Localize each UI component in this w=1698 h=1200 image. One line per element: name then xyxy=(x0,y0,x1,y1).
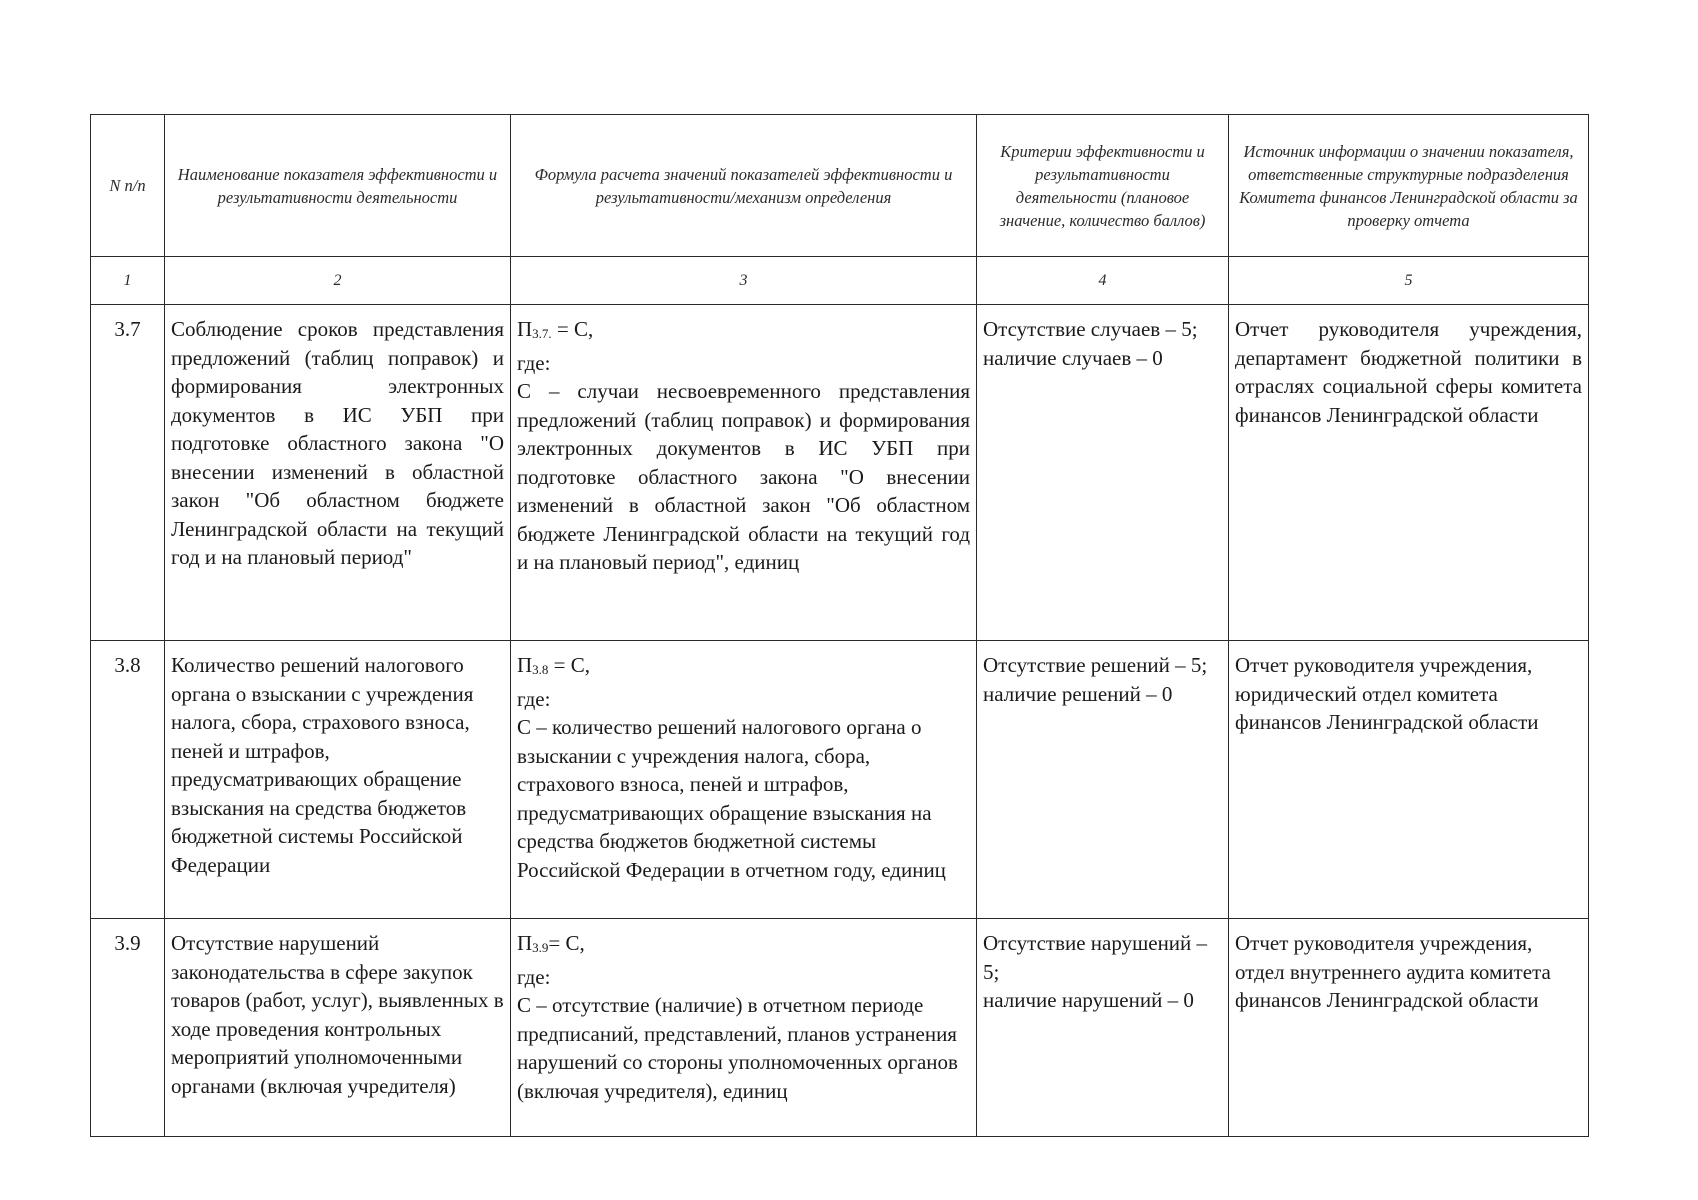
formula-index: 3.7. xyxy=(532,326,552,341)
table-row xyxy=(91,305,1589,641)
row-number: 3.8 xyxy=(91,641,165,919)
formula-description: С – случаи несвоевременного представления предложений (таблиц поправок) и формирования электронных документов в ИС УБП при подготовке областного закона "О внесении изменений в областной закон "Об областном бюджете Ленинградской области на текущий год и на плановый период", единиц xyxy=(517,379,970,574)
source-cell: Отчет руководителя учреждения, юридический отдел комитета финансов Ленинградской области xyxy=(1229,641,1589,919)
header-number: N п/п xyxy=(91,115,165,257)
column-number: 2 xyxy=(165,257,511,305)
header-indicator-name: Наименование показателя эффективности и результативности деятельности xyxy=(165,115,511,257)
column-number: 1 xyxy=(91,257,165,305)
column-number: 3 xyxy=(511,257,977,305)
criteria-positive: Отсутствие нарушений – 5; xyxy=(983,931,1208,984)
formula-rest: = С, xyxy=(548,653,591,677)
formula-index: 3.8 xyxy=(532,662,549,677)
column-number: 5 xyxy=(1229,257,1589,305)
formula-expression xyxy=(517,651,970,685)
formula-symbol: П xyxy=(517,931,533,955)
formula-symbol: П xyxy=(517,653,533,677)
formula-description: С – отсутствие (наличие) в отчетном периоде предписаний, представлений, планов устранения нарушений со стороны уполномоченных органов (включая учредителя), единиц xyxy=(517,993,958,1103)
formula-where: где: xyxy=(517,350,551,375)
table-row xyxy=(91,919,1589,1137)
criteria-cell xyxy=(977,641,1229,919)
table-row xyxy=(91,641,1589,919)
formula-expression xyxy=(517,929,970,963)
formula-where: где: xyxy=(517,964,551,989)
formula-cell xyxy=(511,305,977,641)
indicator-name: Отсутствие нарушений законодательства в сфере закупок товаров (работ, услуг), выявленных в ходе проведения контрольных мероприятий уполномоченными органами (включая учредителя) xyxy=(165,919,511,1137)
formula-expression xyxy=(517,315,970,349)
indicators-table xyxy=(90,114,1589,1137)
formula-symbol: П xyxy=(517,317,533,341)
criteria-positive: Отсутствие случаев – 5; xyxy=(983,317,1198,341)
formula-cell xyxy=(511,919,977,1137)
header-source: Источник информации о значении показателя, ответственные структурные подразделения Комитета финансов Ленинградской области за проверку отчета xyxy=(1229,115,1589,257)
source-cell: Отчет руководителя учреждения, отдел внутреннего аудита комитета финансов Ленинградской области xyxy=(1229,919,1589,1137)
column-number: 4 xyxy=(977,257,1229,305)
criteria-negative: наличие нарушений – 0 xyxy=(983,988,1194,1012)
formula-index: 3.9 xyxy=(532,940,549,955)
indicator-name: Количество решений налогового органа о взыскании с учреждения налога, сбора, страхового взноса, пеней и штрафов, предусматривающих обращение взыскания на средства бюджетов бюджетной системы Российской Федерации xyxy=(165,641,511,919)
header-row xyxy=(91,115,1589,257)
criteria-cell xyxy=(977,919,1229,1137)
criteria-negative: наличие случаев – 0 xyxy=(983,345,1163,370)
criteria-positive: Отсутствие решений – 5; xyxy=(983,653,1208,677)
formula-rest: = С, xyxy=(548,931,585,955)
formula-description: С – количество решений налогового органа о взыскании с учреждения налога, сбора, страхового взноса, пеней и штрафов, предусматривающих обращение взыскания на средства бюджетов бюджетной системы Российской Федерации в отчетном году, единиц xyxy=(517,715,946,882)
source-cell: Отчет руководителя учреждения, департамент бюджетной политики в отраслях социальной сферы комитета финансов Ленинградской области xyxy=(1229,305,1589,641)
header-formula: Формула расчета значений показателей эффективности и результативности/механизм определения xyxy=(511,115,977,257)
criteria-cell xyxy=(977,305,1229,641)
indicator-name: Соблюдение сроков представления предложений (таблиц поправок) и формирования электронных документов в ИС УБП при подготовке областного закона "О внесении изменений в областной закон "Об областном бюджете Ленинградской области на текущий год и на плановый период" xyxy=(165,305,511,641)
header-criteria: Критерии эффективности и результативности деятельности (плановое значение, количество баллов) xyxy=(977,115,1229,257)
criteria-negative: наличие решений – 0 xyxy=(983,681,1173,706)
formula-cell xyxy=(511,641,977,919)
row-number: 3.9 xyxy=(91,919,165,1137)
formula-where: где: xyxy=(517,686,551,711)
row-number: 3.7 xyxy=(91,305,165,641)
formula-rest: = С, xyxy=(551,317,594,341)
column-numbers-row xyxy=(91,257,1589,305)
